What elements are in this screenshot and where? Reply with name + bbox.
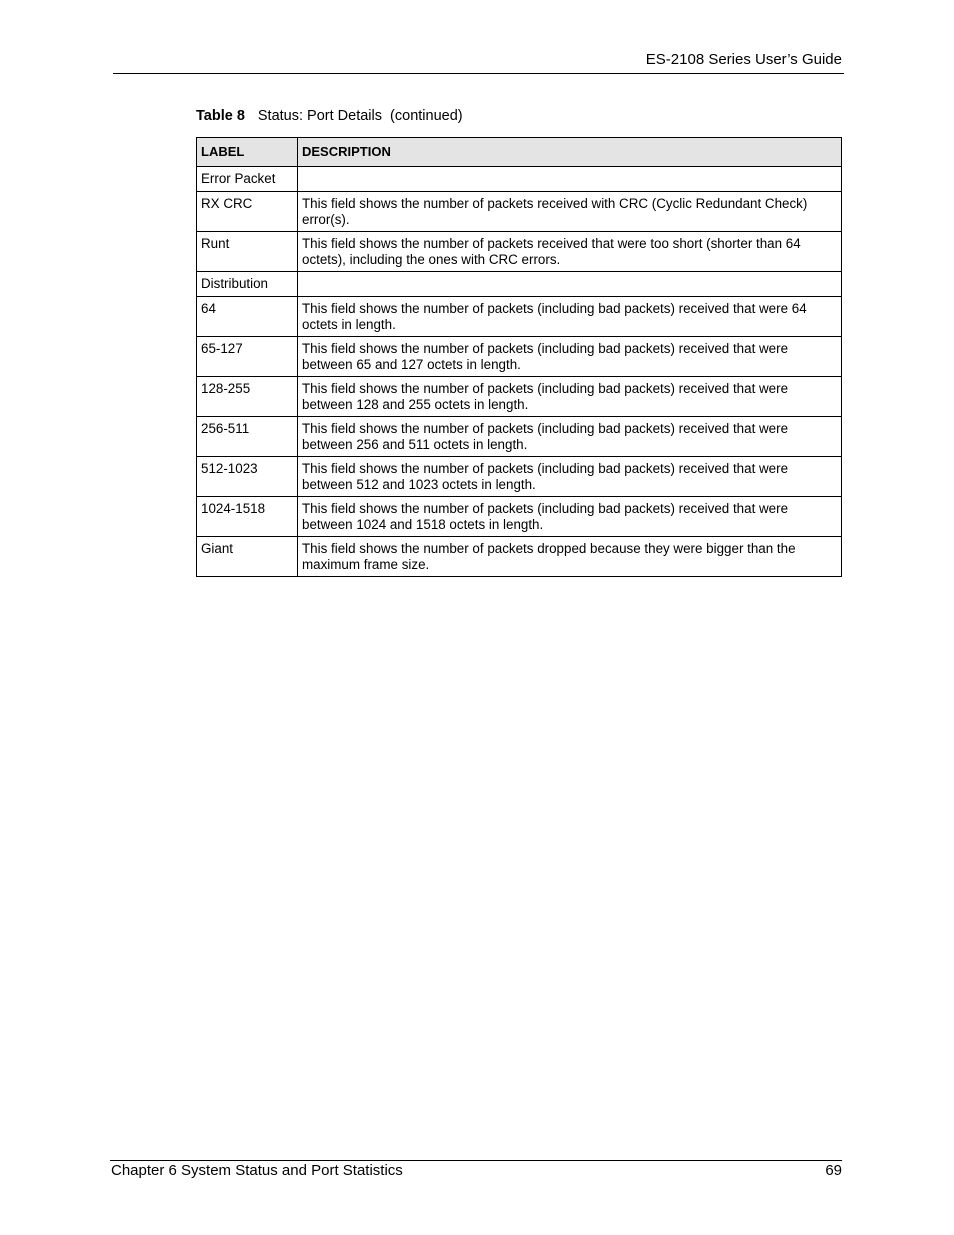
- table-row: [197, 377, 842, 417]
- row-description: This field shows the number of packets (including bad packets) received that were between 512 and 1023 octets in length.: [298, 457, 842, 497]
- row-label: 1024-1518: [197, 497, 298, 537]
- table-row: [197, 192, 842, 232]
- row-label: 65-127: [197, 337, 298, 377]
- row-description: [298, 167, 842, 192]
- row-description: This field shows the number of packets received with CRC (Cyclic Redundant Check) error(s).: [298, 192, 842, 232]
- row-description: This field shows the number of packets (including bad packets) received that were between 128 and 255 octets in length.: [298, 377, 842, 417]
- row-description: This field shows the number of packets (including bad packets) received that were between 65 and 127 octets in length.: [298, 337, 842, 377]
- running-header-title: ES-2108 Series User’s Guide: [645, 51, 842, 68]
- table-row: [197, 297, 842, 337]
- row-description: This field shows the number of packets dropped because they were bigger than the maximum frame size.: [298, 537, 842, 577]
- row-description: This field shows the number of packets (including bad packets) received that were 64 octets in length.: [298, 297, 842, 337]
- table-header-row: [197, 138, 842, 167]
- table-row: [197, 537, 842, 577]
- table-row: [197, 417, 842, 457]
- row-label: 64: [197, 297, 298, 337]
- table-caption: [196, 108, 463, 124]
- row-description: [298, 272, 842, 297]
- table-row: [197, 232, 842, 272]
- table-caption-title: Status: Port Details (continued): [257, 108, 463, 124]
- table-row: [197, 272, 842, 297]
- row-label: Error Packet: [197, 167, 298, 192]
- table-row: [197, 337, 842, 377]
- table-row: [197, 167, 842, 192]
- table-row: [197, 457, 842, 497]
- row-label: Runt: [197, 232, 298, 272]
- footer-rule: [110, 1160, 842, 1161]
- row-description: This field shows the number of packets (including bad packets) received that were between 1024 and 1518 octets in length.: [298, 497, 842, 537]
- column-header-description: DESCRIPTION: [298, 138, 842, 167]
- row-description: This field shows the number of packets received that were too short (shorter than 64 octets), including the ones with CRC errors.: [298, 232, 842, 272]
- table-row: [197, 497, 842, 537]
- column-header-label: LABEL: [197, 138, 298, 167]
- table-caption-number: Table 8: [196, 108, 245, 124]
- row-label: Distribution: [197, 272, 298, 297]
- row-label: 128-255: [197, 377, 298, 417]
- footer-chapter-title: Chapter 6 System Status and Port Statistics: [111, 1162, 403, 1179]
- row-label: 512-1023: [197, 457, 298, 497]
- footer-page-number: 69: [825, 1162, 842, 1179]
- header-rule: [113, 73, 844, 74]
- row-label: 256-511: [197, 417, 298, 457]
- port-details-table: [196, 137, 842, 577]
- row-label: RX CRC: [197, 192, 298, 232]
- row-description: This field shows the number of packets (including bad packets) received that were between 256 and 511 octets in length.: [298, 417, 842, 457]
- row-label: Giant: [197, 537, 298, 577]
